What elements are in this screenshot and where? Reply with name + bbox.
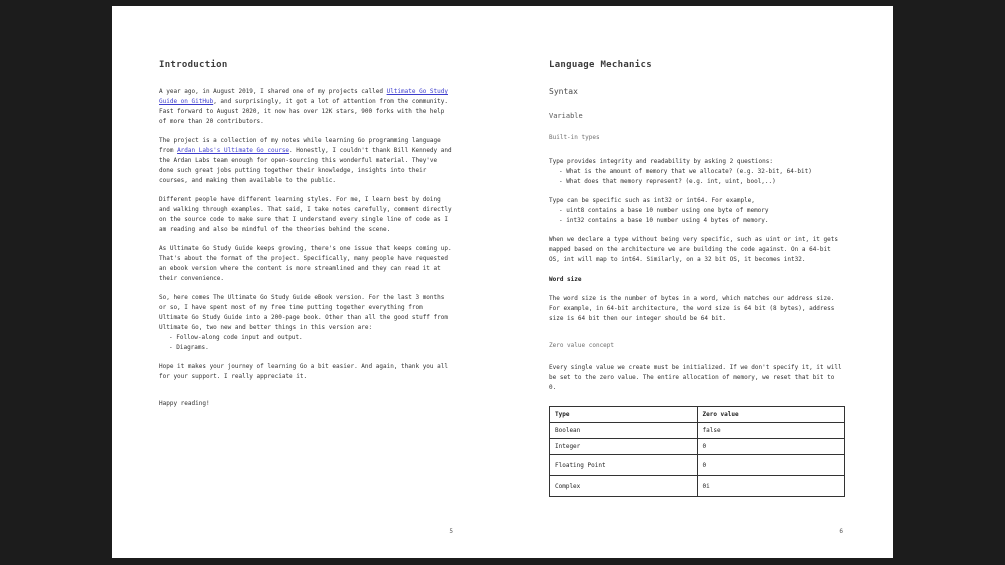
table-cell-type: Integer bbox=[550, 439, 698, 455]
heading-zero-value-concept: Zero value concept bbox=[549, 342, 615, 349]
table-cell-type: Boolean bbox=[550, 423, 698, 439]
paragraph-word-size: The word size is the number of bytes in a word, which matches our address size. For example, in 64-bit architecture, the word size is 64 bit (8 bytes), address size is 64 bit then our integer should be 64 bit. bbox=[549, 295, 835, 322]
page-number-left: 5 bbox=[449, 528, 453, 535]
paragraph-intro-6: Hope it makes your journey of learning Go a bit easier. And again, thank you all for your support. I really appreciate it. bbox=[159, 363, 448, 380]
table-row bbox=[550, 476, 845, 497]
text-run: . Honestly, I couldn't thank Bill Kennedy and the Ardan Labs team enough for open-sourcing this wonderful material. They've done such great jobs putting together their knowledge, insights into their courses, and making them available to the public. bbox=[159, 147, 452, 184]
type-examples-list bbox=[549, 206, 845, 226]
paragraph-intro-1 bbox=[159, 87, 455, 127]
table-row bbox=[550, 455, 845, 476]
table-header-row bbox=[550, 407, 845, 423]
table-header-type: Type bbox=[550, 407, 698, 423]
list-item: - Diagrams. bbox=[169, 343, 455, 353]
ebook-features-list bbox=[159, 333, 455, 353]
list-item: - uint8 contains a base 10 number using one byte of memory bbox=[559, 206, 845, 216]
heading-syntax: Syntax bbox=[549, 87, 578, 96]
table-header-zero-value: Zero value bbox=[697, 407, 845, 423]
book-spread bbox=[112, 6, 893, 558]
table-cell-type: Floating Point bbox=[550, 455, 698, 476]
table-cell-zero-value: 0 bbox=[697, 439, 845, 455]
left-page-title: Introduction bbox=[159, 60, 228, 70]
link-ardan-labs-ultimate-go-course[interactable]: Ardan Labs's Ultimate Go course bbox=[177, 147, 290, 154]
link-ultimate-go-study-guide-github[interactable]: Ultimate Go Study Guide on GitHub bbox=[159, 88, 448, 105]
table-cell-zero-value: false bbox=[697, 423, 845, 439]
paragraph-type-specific: Type can be specific such as int32 or int64. For example, bbox=[549, 197, 755, 204]
paragraph-architecture-mapping: When we declare a type without being very specific, such as uint or int, it gets mapped based on the architecture we are building the code against. On a 64-bit OS, int will map to int64. Similarly, on a 32 bit OS, it becomes int32. bbox=[549, 236, 838, 263]
heading-built-in-types: Built-in types bbox=[549, 134, 600, 141]
paragraph-intro-3: Different people have different learning styles. For me, I learn best by doing and walking through examples. That said, I take notes carefully, comment directly on the source code to make sure that I understand every single line of code as I am reading and also be mindful of the theories behind the scene. bbox=[159, 196, 452, 233]
zero-value-table bbox=[549, 406, 845, 497]
paragraph-intro-5: So, here comes The Ultimate Go Study Guide eBook version. For the last 3 months or so, I have spent most of my free time putting together everything from Ultimate Go Study Guide into a 200-page book. Other than all the good stuff from Ultimate Go, two new and better things in this version are: bbox=[159, 294, 448, 331]
paragraph-intro-4: As Ultimate Go Study Guide keeps growing, there's one issue that keeps coming up. That's about the format of the project. Specifically, many people have requested an ebook version where the content is more streamlined and they can read it at their convenience. bbox=[159, 245, 452, 282]
text-run: , and surprisingly, it got a lot of attention from the community. Fast forward to August 2020, it now has over 12K stars, 900 forks with the help of more than 20 contributors. bbox=[159, 98, 448, 125]
heading-variable: Variable bbox=[549, 112, 583, 120]
text-run: The project is a collection of my notes while learning Go programming language from bbox=[159, 137, 441, 154]
table-cell-zero-value: 0i bbox=[697, 476, 845, 497]
paragraph-intro-2 bbox=[159, 136, 455, 186]
closing-line: Happy reading! bbox=[159, 400, 210, 407]
text-run: A year ago, in August 2019, I shared one of my projects called bbox=[159, 88, 387, 95]
table-cell-type: Complex bbox=[550, 476, 698, 497]
list-item: - What does that memory represent? (e.g. int, uint, bool,..) bbox=[559, 177, 845, 187]
list-item: - int32 contains a base 10 number using 4 bytes of memory. bbox=[559, 216, 845, 226]
paragraph-type-questions: Type provides integrity and readability by asking 2 questions: bbox=[549, 158, 773, 165]
heading-word-size: Word size bbox=[549, 276, 582, 283]
page-left bbox=[159, 6, 455, 558]
table-cell-zero-value: 0 bbox=[697, 455, 845, 476]
page-number-right: 6 bbox=[839, 528, 843, 535]
list-item: - What is the amount of memory that we allocate? (e.g. 32-bit, 64-bit) bbox=[559, 167, 845, 177]
table-row bbox=[550, 439, 845, 455]
list-item: - Follow-along code input and output. bbox=[169, 333, 455, 343]
paragraph-zero-value: Every single value we create must be initialized. If we don't specify it, it will be set to the zero value. The entire allocation of memory, we reset that bit to 0. bbox=[549, 364, 842, 391]
page-right bbox=[549, 6, 845, 558]
type-questions-list bbox=[549, 167, 845, 187]
table-row bbox=[550, 423, 845, 439]
right-page-title: Language Mechanics bbox=[549, 60, 652, 70]
